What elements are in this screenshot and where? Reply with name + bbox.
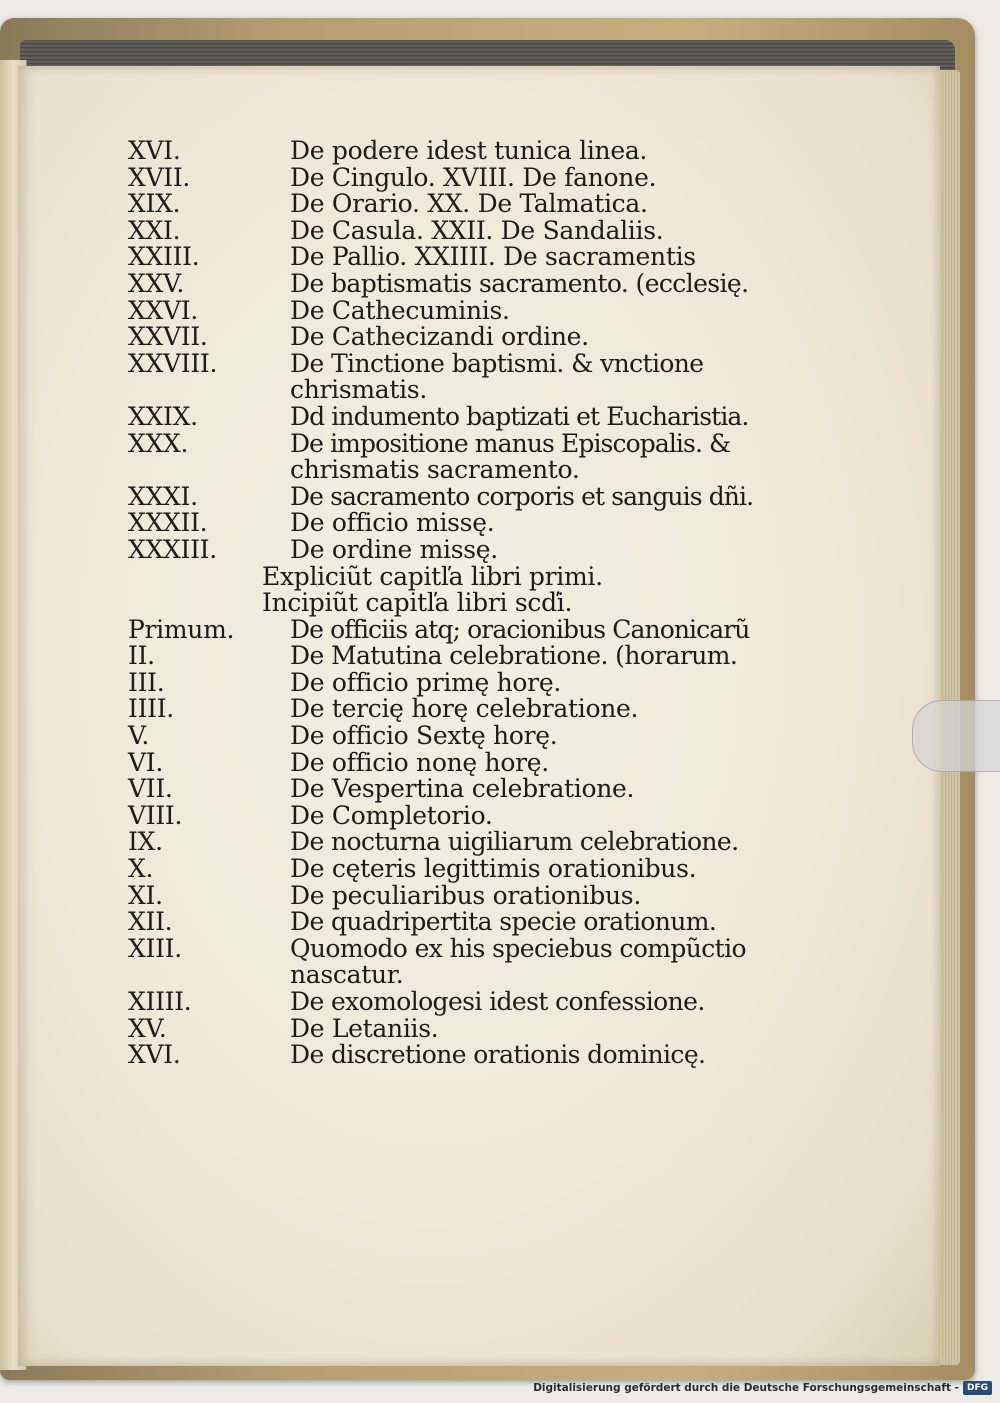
chapter-number: XVI. <box>128 1040 181 1070</box>
chapter-title: De ordine missę. <box>290 534 498 564</box>
chapter-number: II. <box>128 641 155 671</box>
chapter-title: De officio missę. <box>290 508 495 538</box>
chapter-number: VIII. <box>128 800 183 830</box>
dfg-logo-icon: DFG <box>963 1381 992 1395</box>
chapter-title: De Orario. XX. De Talmatica. <box>290 189 648 219</box>
chapter-title: De Casula. XXII. De Sandaliis. <box>290 215 664 245</box>
chapter-entry <box>128 481 788 511</box>
chapter-number: XI. <box>128 880 163 910</box>
chapter-title: De cęteris legittimis orationibus. <box>290 854 697 884</box>
chapter-list <box>128 138 788 1069</box>
chapter-title: De impositione manus Episcopalis. & <box>290 428 731 458</box>
chapter-entry <box>128 696 788 723</box>
chapter-entry <box>128 829 788 856</box>
chapter-entry <box>128 909 788 936</box>
chapter-entry <box>128 138 788 165</box>
chapter-title: De Cathecuminis. <box>290 295 510 325</box>
chapter-number: XVI. <box>128 136 181 165</box>
chapter-title: De officiis atq; oracionibus Canonicarũ <box>290 614 750 644</box>
chapter-entry <box>128 667 788 697</box>
chapter-entry <box>128 324 788 351</box>
chapter-title: nascatur. <box>290 960 404 990</box>
chapter-number: VI. <box>128 747 163 777</box>
chapter-entry <box>128 880 788 910</box>
chapter-number: VII. <box>128 774 173 804</box>
chapter-title: Dd indumento baptizati et Eucharistia. <box>290 401 749 431</box>
chapter-entry <box>128 215 788 245</box>
chapter-title: De Completorio. <box>290 800 493 830</box>
chapter-title: De quadripertita specie orationum. <box>290 907 717 937</box>
chapter-entry <box>128 428 788 458</box>
chapter-title: De tercię horę celebratione. <box>290 694 639 724</box>
chapter-title: De Tinctione baptismi. & vnctione <box>290 348 704 378</box>
chapter-number: XXVIII. <box>128 348 218 378</box>
chapter-title: De exomologesi idest confessione. <box>290 987 705 1016</box>
chapter-entry <box>128 614 788 644</box>
chapter-number: XXI. <box>128 215 181 245</box>
chapter-number: XXXI. <box>128 481 198 511</box>
book-clasp <box>912 700 1000 772</box>
chapter-number: Primum. <box>128 614 235 644</box>
chapter-number: XXIII. <box>128 242 200 272</box>
chapter-title: De nocturna uigiliarum celebratione. <box>290 827 739 857</box>
chapter-title: chrismatis. <box>290 375 428 405</box>
chapter-entry <box>128 856 788 883</box>
chapter-entry <box>128 723 788 750</box>
chapter-number: XXX. <box>128 428 189 458</box>
chapter-title: De discretione orationis dominicę. <box>290 1040 706 1070</box>
chapter-number: IX. <box>128 827 163 857</box>
chapter-title: De podere idest tunica linea. <box>290 136 648 165</box>
chapter-number: XV. <box>128 1013 167 1043</box>
chapter-entry-continued <box>128 962 788 989</box>
chapter-entry <box>128 268 788 298</box>
chapter-number: XVII. <box>128 162 191 192</box>
explicit-heading: Expliciũt capitľa libri primi. <box>262 561 603 591</box>
chapter-title: De officio nonę horę. <box>290 747 549 777</box>
chapter-number: XXIX. <box>128 401 198 431</box>
chapter-title: De peculiaribus orationibus. <box>290 880 641 910</box>
chapter-entry-continued <box>128 457 788 484</box>
chapter-title: De Cingulo. XVIII. De fanone. <box>290 162 657 192</box>
chapter-number: IIII. <box>128 694 174 724</box>
chapter-number: V. <box>128 721 150 751</box>
chapter-title: De Letaniis. <box>290 1013 439 1043</box>
chapter-number: XII. <box>128 907 173 937</box>
chapter-title: De officio Sextę horę. <box>290 721 558 751</box>
chapter-entry <box>128 191 788 218</box>
chapter-number: X. <box>128 854 154 884</box>
chapter-entry <box>128 348 788 378</box>
chapter-number: XIIII. <box>128 987 192 1016</box>
chapter-title: De officio primę horę. <box>290 667 561 697</box>
chapter-entry <box>128 401 788 431</box>
chapter-title: De Pallio. XXIIII. De sacramentis <box>290 242 696 272</box>
digitization-footer <box>533 1379 992 1397</box>
chapter-entry-continued <box>128 377 788 404</box>
chapter-title: De sacramento corporis et sanguis dñi. <box>290 481 754 511</box>
chapter-number: XXV. <box>128 268 185 298</box>
chapter-number: XXVII. <box>128 322 208 352</box>
chapter-number: III. <box>128 667 165 697</box>
chapter-entry <box>128 933 788 963</box>
chapter-title: De Matutina celebratione. (horarum. <box>290 641 738 671</box>
chapter-entry <box>128 162 788 192</box>
chapter-entry <box>128 989 788 1016</box>
incipit-heading: Incipiũt capitľa libri scďi. <box>262 588 573 618</box>
chapter-entry <box>128 295 788 325</box>
chapter-title: De baptismatis sacramento. (ecclesię. <box>290 268 749 298</box>
chapter-title: Quomodo ex his speciebus compũctio <box>290 933 746 963</box>
chapter-entry <box>128 800 788 830</box>
chapter-number: XXVI. <box>128 295 198 325</box>
chapter-entry <box>128 747 788 777</box>
chapter-entry <box>128 1042 788 1069</box>
chapter-entry <box>128 643 788 670</box>
chapter-number: XIII. <box>128 933 182 963</box>
chapter-entry <box>128 534 788 564</box>
chapter-number: XXXII. <box>128 508 208 538</box>
funding-credit: Digitalisierung gefördert durch die Deutsche Forschungsgemeinschaft - <box>533 1382 959 1394</box>
chapter-entry <box>128 776 788 803</box>
chapter-entry <box>128 510 788 537</box>
chapter-title: De Cathecizandi ordine. <box>290 322 589 352</box>
chapter-title: De Vespertina celebratione. <box>290 774 635 804</box>
chapter-entry <box>128 244 788 271</box>
chapter-entry <box>128 1013 788 1043</box>
chapter-number: XIX. <box>128 189 181 219</box>
chapter-number: XXXIII. <box>128 534 217 564</box>
chapter-title: chrismatis sacramento. <box>290 455 580 485</box>
